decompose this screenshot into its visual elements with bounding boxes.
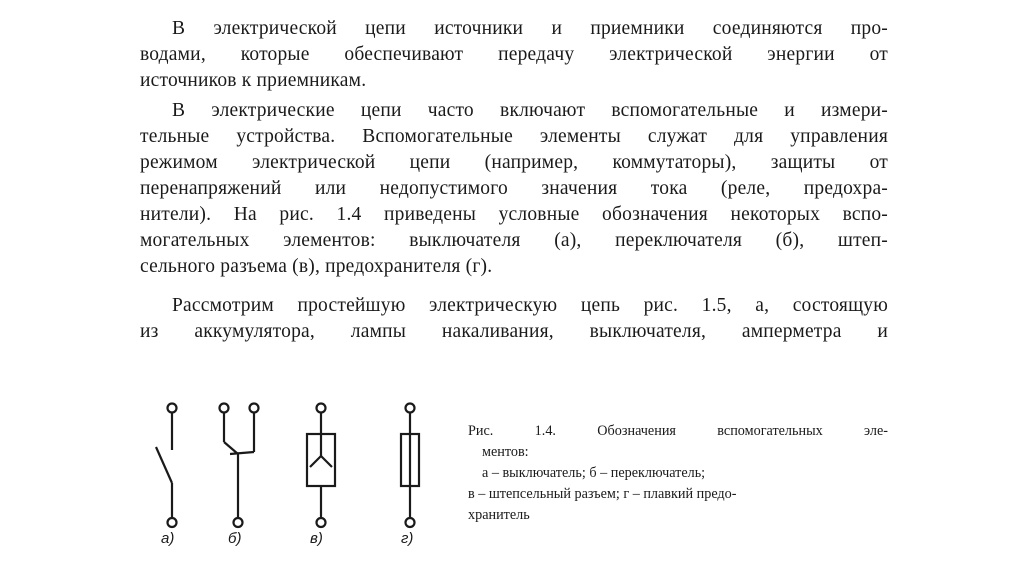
figure-caption <box>468 421 888 526</box>
caption-legend-line: в – штепсельный разъем; г – плавкий предо- <box>468 486 737 502</box>
text-line: Рассмотрим простейшую электрическую цепь рис. 1.5, а, состоящую <box>172 295 888 316</box>
paragraph-2 <box>140 98 888 280</box>
plug-connector-symbol <box>307 404 335 528</box>
caption-legend-line: хранитель <box>468 507 530 523</box>
text-line: из аккумулятора, лампы накаливания, выключателя, амперметра и <box>140 321 888 342</box>
text-line: сельного разъема (в), предохранителя (г). <box>140 256 493 277</box>
caption-title-line: Рис. 1.4. Обозначения вспомогательных эле- <box>468 423 888 439</box>
label-d: г) <box>401 530 414 547</box>
caption-legend-line: а – выключатель; б – переключатель; <box>482 465 706 481</box>
label-c: в) <box>310 530 323 547</box>
label-a: а) <box>161 530 175 547</box>
text-line: перенапряжений или недопустимого значения тока (реле, предохра- <box>140 178 888 199</box>
paragraph-3 <box>140 293 888 345</box>
text-line: могательных элементов: выключателя (а), переключателя (б), штеп- <box>140 230 888 251</box>
text-line: нители). На рис. 1.4 приведены условные обозначения некоторых вспо- <box>140 204 888 225</box>
caption-title-line: ментов: <box>482 444 529 460</box>
text-line: В электрические цепи часто включают вспомогательные и измери- <box>172 100 888 121</box>
switch-symbol <box>156 404 177 528</box>
fuse-symbol <box>401 404 419 528</box>
text-line: режимом электрической цепи (например, коммутаторы), защиты от <box>140 152 888 173</box>
paragraph-1 <box>140 16 888 94</box>
text-line: тельные устройства. Вспомогательные элементы служат для управления <box>140 126 888 147</box>
text-line: источников к приемникам. <box>140 70 367 91</box>
label-b: б) <box>228 530 242 547</box>
figure-1-4 <box>140 390 460 560</box>
text-line: водами, которые обеспечивают передачу электрической энергии от <box>140 44 888 65</box>
changeover-switch-symbol <box>220 404 259 528</box>
text-line: В электрической цепи источники и приемники соединяются про- <box>172 18 888 39</box>
